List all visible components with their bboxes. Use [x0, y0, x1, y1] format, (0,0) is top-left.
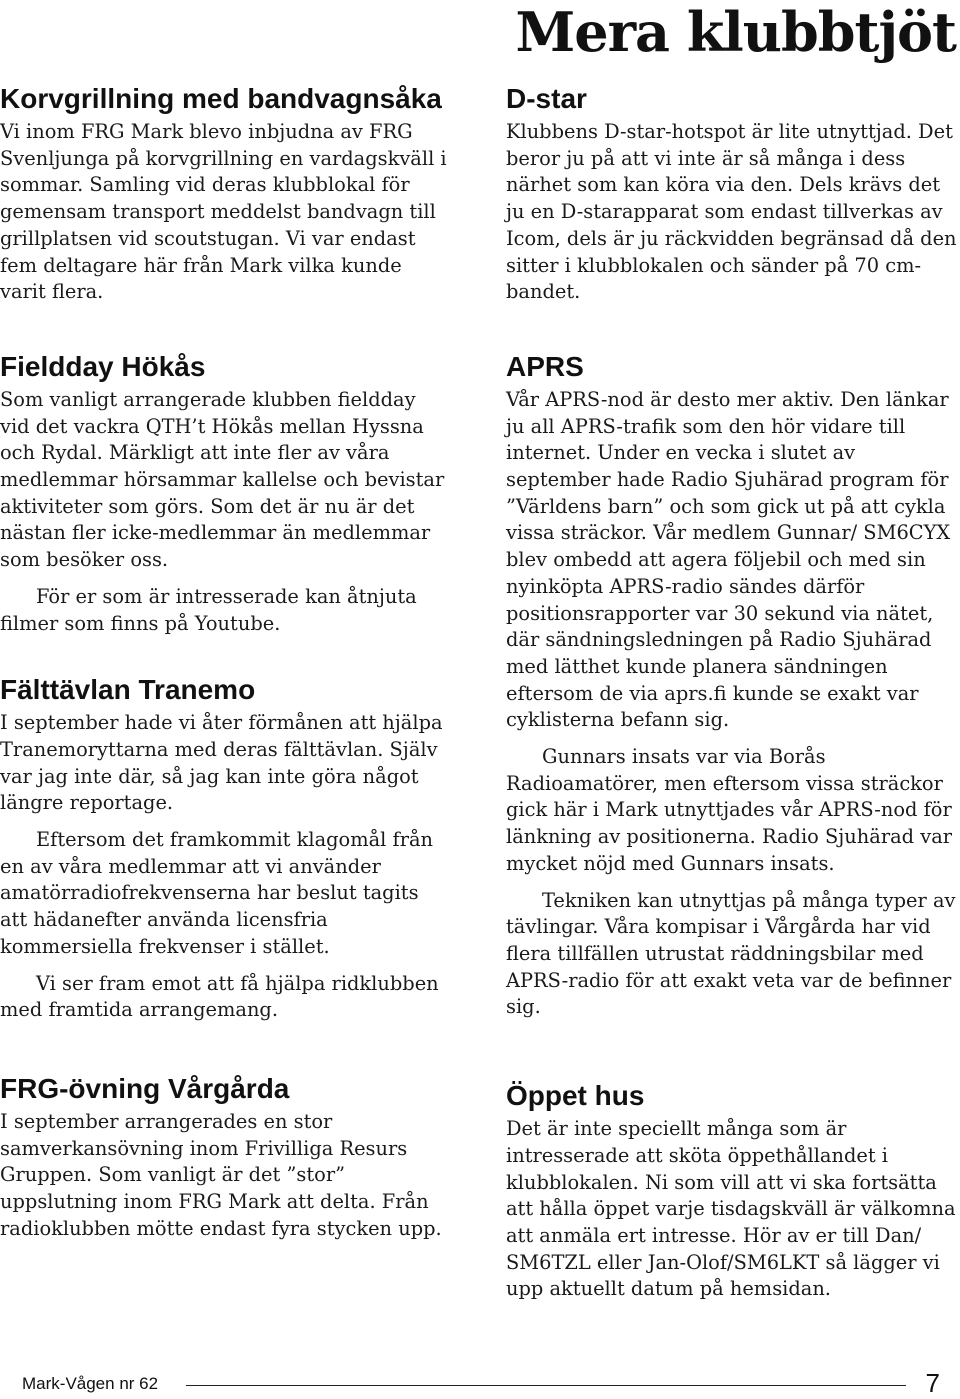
- section-heading: FRG-övning Vårgårda: [0, 1072, 290, 1104]
- left-column: [0, 82, 448, 1243]
- paragraph: För er som är intresserade kan åtnjuta filmer som finns på Youtube.: [0, 584, 417, 635]
- section-heading: Korvgrillning med bandvagnsåka: [0, 83, 442, 114]
- page-title: Mera klubbtjöt: [515, 0, 956, 64]
- paragraph: I september arrangerades en stor samverkansövning inom Frivilliga Resurs Gruppen. Som vanligt är det ”stor” uppslutning inom FRG Mark att delta. Från radioklubben mötte endast fyra stycken upp.: [0, 1109, 442, 1240]
- right-column: [506, 82, 958, 1303]
- section-heading: Öppet hus: [506, 1080, 645, 1112]
- section-frg-ovning: [0, 1072, 448, 1243]
- paragraph: Vi ser fram emot att få hjälpa ridklubben med framtida arrangemang.: [0, 971, 439, 1022]
- section-heading: APRS: [506, 350, 584, 382]
- paragraph: Eftersom det framkommit klagomål från en av våra medlemmar att vi använder amatörradiofrekvenserna har beslut tagits att hädanefter använda licensfria kommersiella frekvenser i stället.: [0, 828, 434, 958]
- paragraph: Klubbens D-star-hotspot är lite utnyttjad. Det beror ju på att vi inte är så många i dess närhet som kan köra via den. Dels krävs det ju en D-starapparat som endast tillverkas av Icom, dels är ju räckvidden begränsad då den sitter i klubblokalen och sänder på 70 cm-bandet.: [506, 120, 957, 304]
- paragraph: I september hade vi åter förmånen att hjälpa Tranemoryttarna med deras fälttävlan. Själv var jag inte där, så jag kan inte göra något längre reportage.: [0, 711, 443, 815]
- section-heading: Fieldday Hökås: [0, 350, 206, 382]
- publication-name: Mark-Vågen nr 62: [22, 1374, 159, 1393]
- section-heading: D-star: [506, 83, 587, 114]
- section-falttavlan: [0, 673, 448, 1024]
- page-footer: [0, 1368, 960, 1396]
- paragraph: Vår APRS-nod är desto mer aktiv. Den länkar ju all APRS-trafik som den hör vidare till internet. Under en vecka i slutet av september hade Radio Sjuhärad program för ”Världens barn” och som gick ut på att cykla vissa sträckor. Vår medlem Gunnar/ SM6CYX blev ombedd att agera följebil och med sin nyinköpta APRS-radio sändes därför positionsrapporter var 30 sekund via nätet, där sändningsledningen på Radio Sjuhärad med lätthet kunde planera sändningen eftersom de via aprs.fi kunde se exakt var cyklisterna befann sig.: [506, 387, 951, 732]
- footer-divider: [186, 1385, 906, 1386]
- section-heading: Fälttävlan Tranemo: [0, 674, 256, 706]
- paragraph: Det är inte speciellt många som är intresserade att sköta öppethållandet i klubblokalen. Ni som vill att vi ska fortsätta att hålla öppet varje tisdagskväll är välkomna att anmäla ert intresse. Hör av er till Dan/ SM6TZL eller Jan-Olof/SM6LKT så lägger vi upp aktuellt datum på hemsidan.: [506, 1117, 956, 1301]
- page-number: 7: [925, 1368, 940, 1398]
- paragraph: Gunnars insats var via Borås Radioamatörer, men eftersom vissa sträckor gick här i Mark utnyttjades vår APRS-nod för länkning av positionerna. Radio Sjuhärad var mycket nöjd med Gunnars insats.: [506, 745, 953, 875]
- paragraph: Vi inom FRG Mark blevo inbjudna av FRG Svenljunga på korvgrillning en vardagskväll i sommar. Samling vid deras klubblokal för gemensam transport meddelst bandvagn till grillplatsen vid scoutstugan. Vi var endast fem deltagare här från Mark vilka kunde varit flera.: [0, 120, 447, 304]
- paragraph: Tekniken kan utnyttjas på många typer av tävlingar. Våra kompisar i Vårgårda har vid flera tillfällen utrustat räddningsbilar med APRS-radio för att exakt veta var de befinner sig.: [506, 888, 956, 1019]
- paragraph: Som vanligt arrangerade klubben fieldday vid det vackra QTH’t Hökås mellan Hyssna och Rydal. Märkligt att inte fler av våra medlemmar hörsammar kallelse och bevistar aktiviteter som görs. Som det är nu är det nästan fler icke-medlemmar än medlemmar som besöker oss.: [0, 387, 445, 572]
- section-dstar: [506, 82, 958, 306]
- section-korvgrillning: [0, 82, 448, 306]
- section-aprs: [506, 350, 958, 1021]
- section-fieldday: [0, 350, 448, 637]
- section-oppet-hus: [506, 1079, 958, 1303]
